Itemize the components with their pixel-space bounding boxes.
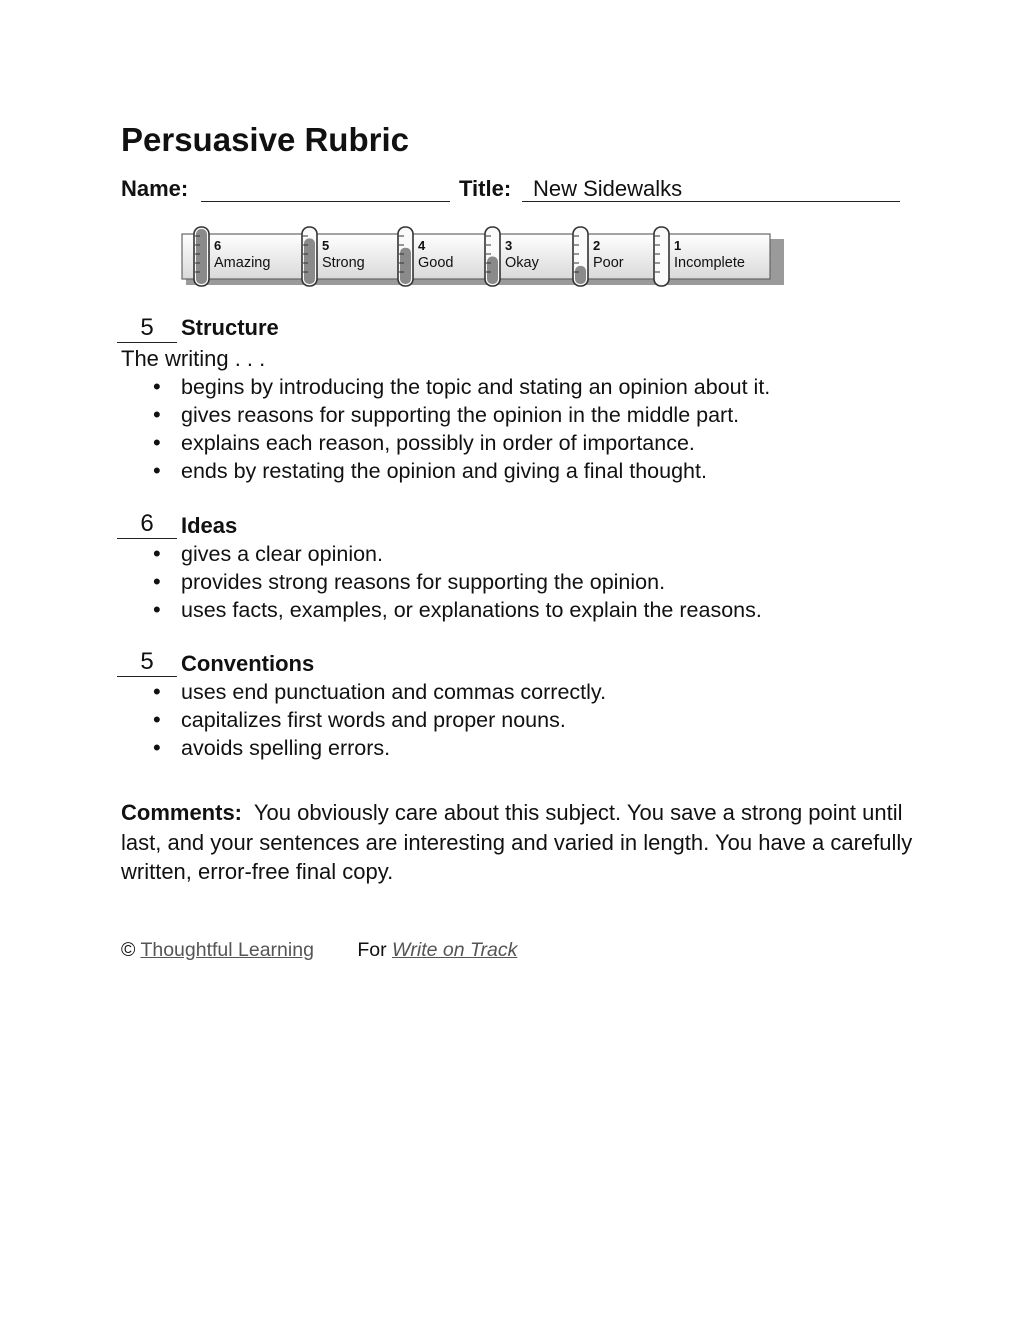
criterion: • uses end punctuation and commas correctly. [181, 678, 606, 706]
criterion: • begins by introducing the topic and stating an opinion about it. [181, 373, 770, 401]
tube-fill [575, 266, 586, 284]
section-heading: Conventions [181, 651, 315, 676]
publisher-link[interactable]: Thoughtful Learning [140, 939, 314, 961]
header-fields [121, 174, 911, 206]
scale-score: 3 [505, 238, 513, 253]
for-label: For [357, 939, 387, 961]
section-score: 6 [140, 510, 154, 537]
comments-text: You obviously care about this subject. You save a strong point until last, and your sentences are interesting and varied in length. You have a carefully written, error-free final copy. [121, 800, 913, 884]
book-link[interactable]: Write on Track [392, 939, 518, 961]
section-intro: The writing . . . [121, 346, 266, 371]
scale-label: Amazing [214, 255, 271, 271]
criterion: • ends by restating the opinion and giving a final thought. [181, 457, 770, 485]
scale-score: 4 [418, 238, 426, 253]
scale-label: Okay [505, 255, 539, 271]
criterion: • gives a clear opinion. [181, 540, 762, 568]
name-field[interactable] [201, 201, 450, 202]
criterion: • provides strong reasons for supporting the opinion. [181, 568, 762, 596]
name-label: Name: [121, 176, 189, 201]
copyright-symbol: © [121, 939, 136, 961]
scale-label: Good [418, 255, 454, 271]
criterion: • gives reasons for supporting the opinion in the middle part. [181, 401, 770, 429]
comments [121, 798, 921, 887]
scale-label: Incomplete [674, 255, 745, 271]
scale-label: Poor [593, 255, 624, 271]
scale-score: 1 [674, 238, 682, 253]
criterion: • uses facts, examples, or explanations to explain the reasons. [181, 596, 762, 624]
criterion: • explains each reason, possibly in order of importance. [181, 429, 770, 457]
criteria-list [181, 540, 762, 624]
title-label: Title: [459, 176, 512, 201]
scale-score: 5 [322, 238, 330, 253]
section-score: 5 [140, 648, 154, 675]
rating-scale [180, 225, 784, 291]
title-value: New Sidewalks [533, 176, 683, 201]
scale-score: 2 [593, 238, 601, 253]
section-score: 5 [140, 314, 154, 341]
criteria-list [181, 678, 606, 762]
tube-fill [400, 248, 411, 284]
criteria-list [181, 373, 770, 485]
comments-label: Comments: [121, 800, 243, 825]
scale-score: 6 [214, 238, 222, 253]
tube-fill [487, 257, 498, 285]
section-heading: Structure [181, 315, 279, 340]
scale-label: Strong [322, 255, 365, 271]
criterion: • avoids spelling errors. [181, 734, 606, 762]
criterion: • capitalizes first words and proper nouns. [181, 706, 606, 734]
footer [121, 937, 517, 963]
tube-fill [196, 229, 207, 284]
page-title: Persuasive Rubric [121, 121, 409, 158]
section-heading: Ideas [181, 513, 238, 538]
